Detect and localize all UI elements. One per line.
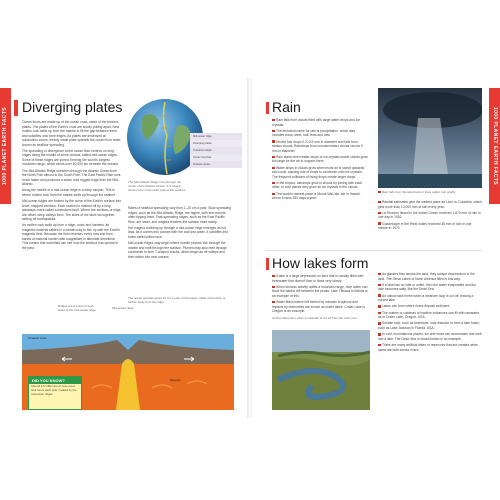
left-column-text [22,120,122,252]
bullet: Water-filled craters left behind by volcanic eruptions and impacts by meteorites are known as crater lakes. Crater Lake in Oregon is an example. [272,300,366,314]
did-you-know-title: DID YOU KNOW? [29,377,81,384]
bullet: If a lake has no inlet or outlet, then the water evaporates and the lake becomes salty, like the Dead Sea. [378,282,477,292]
diagram-label: Magma [170,378,181,382]
bullet: The craters or calderas of inactive volcanoes can fill with rainwater, as in Crater Lake, Oregon, USA. [378,310,480,320]
lakes-title: How lakes form [272,255,369,271]
bullet: Rain starts when water drops or ice crystals inside clouds grow too large for the air to support them. [272,154,368,164]
bullet: An oxbow lake forms when a meander loop is cut off, leaving a curved lake. [378,293,474,303]
title-accent-bar [266,258,269,270]
lakes-left-text [272,274,370,315]
side-tab-left [0,88,11,204]
diagram-label: Oceanic crust [28,336,47,340]
bullet: Guadeloupe in the West Indies received 38 mm of rain in one minute in 1970. [378,221,472,231]
diagram-caption: The ocean spreads about 10 cm a year at the ridges. Older ocean floor is further away from the ridge. [128,296,226,304]
bullet: As glaciers flow across the land, they scrape depressions in the land. The Great Lakes of North America filled in this way. [378,272,475,281]
photo-caption: Rain falls from thunderclouds in lines called 'rain shafts'. [378,190,482,194]
bullet: Rainfall estimates give the wettest place as Lloró in Colombia, which gets more than 13,000 mm of rain every year. [378,200,482,209]
lake-photo-caption: Oxbow lakes form when a meander is cut off from the main river. [272,316,358,320]
title-accent-bar [14,100,18,116]
paragraph: Mid-ocean ridges are broken by the curve of the Earth's surface into short, stepped sections. Each section is marked off by a long sideways crack called a transform fault. Where the sections of ridge are offset, deep valleys form. The sides of the fault rub together, setting off earthquakes. [22,199,122,222]
rain-title: Rain [272,99,301,115]
paragraph: Along the middle of a mid-ocean ridge is a deep canyon. This is where molten rock from the mantle wells up through the seabed. [22,188,116,197]
right-page [252,78,500,418]
bullet: Water drops in clouds grow when moist air is swept upwards and cools, causing lots of drops to condense onto ice crystals. The frequent collisions of rising drops create larger drops. [272,165,365,179]
bullet: The technical name for rain is precipitation, which also includes snow, sleet, hail, frost and dew. [272,128,356,138]
bullet: A lake is a large depression on land that is usually filled with freshwater that doesn't flow or flows very slowly. [272,274,364,283]
bullet: Rain falls from clouds filled with large water drops and ice crystals. [272,118,360,127]
title-accent-bar [266,102,269,114]
bullet: The world's rainiest place is Mount Wai-'ale-'ale in Hawaii, where it rains 350 days a year. [272,191,361,201]
page-title: Diverging plates [22,99,123,115]
legend-item: Mid-ocean ridge [190,133,242,140]
lakes-right-text [378,272,482,354]
bullet: In the tropics, raindrops grow in clouds by joining with each other. In cold places they grow as ice crystals in the clouds. [272,180,363,190]
did-you-know-box [28,376,82,410]
paragraph: Rates of seafloor spreading vary from 1–20 cm a year. Slow-spreading ridges, such as the Mid-Atlantic Ridge, are higher, with sea mounts often tipping them. Fast-spreading ridges, such as the East Pacific Rise, are lower, and magma reaches the surface more easily. [128,206,231,224]
paragraph: Hot magma bubbling up through a mid-ocean ridge emerges as hot lava. As it comes into contact with the cold sea water, it solidifies into blobs called pillow lava. [128,225,229,239]
paragraph: Ocean floors are made up of the ocean crust, some of the tectonic plates. The plates of the Earth's crust are slowly pulling apart. New molten rock wells up from the mantle to fill the gap between them and solidifies onto their edges. As plates are destroyed at subduction zones, freshly made plate spreads the ocean floor wider, known as seafloor spreading. [22,120,122,147]
rain-photo [378,88,482,188]
right-column-text [128,206,232,261]
diagram-label: Mid-ocean ridge [112,306,134,310]
paragraph: The Mid-Atlantic Ridge stretches through the Atlantic Ocean from the North Pole almost to the South Pole. The East Pacific Rise runs much faster and produces a wider, less rugged ridge than the Mid-Atlantic. [22,168,121,187]
legend-item: Transform faults [190,147,242,154]
section-divider [266,250,482,251]
side-tab-right [489,88,500,204]
side-tab-label: 1000 PLANET EARTH FACTS [492,106,498,186]
bullet: Drizzle has drops 0.2–0.5 mm in diameter and falls from stratus clouds. Raindrops from cumulonimbus clouds can be 5 mm in diameter. [272,139,363,153]
rain-right-text [378,200,482,232]
paragraph: As molten rock wells up from a ridge, cools and hardens, its magnetic material settles in a certain way to line up with the Earth's magnetic field. Because the field reverses every now and then, bands of material harden with magnetism in alternate directions. This means that scientists can see how the seafloor has spread in the past. [22,223,120,250]
did-you-know-text: Around 3.5 million km of new ocean floor forms each year, created by the mid-ocean ridges. [31,384,77,396]
legend-item: Diverging plates [190,140,242,147]
oxbow-lake-photo [272,330,370,410]
bullet: In cold, mountainous places, ice and snow can accumulate and melt into a lake. The Dead Sea in Israel/Jordan is an example. [378,332,482,341]
globe-legend [190,133,242,168]
bullet: La Réunion Island in the Indian Ocean received 1,870 mm of rain in one day in 1952. [378,210,481,220]
globe-caption: The Mid-Atlantic Ridge runs through the centre of the Atlantic Ocean. It is clearly shown here in the relief map of the seafloor. [128,180,187,192]
paragraph: The spreading or divergence at the ocean floor centres on long ridges along the middle of some oceans, called mid-ocean ridges. Some of these ridges are joined, forming the world's longest mountain range, which winds over 60,000 km beneath the oceans. [22,148,119,167]
diagram-label: Ridges are formed on both sides of the mid-ocean ridge [58,304,96,312]
bullet: Soluble rock, such as limestone, may dissolve to form a lake basin, such as Lake Jackson in Florida, USA. [378,321,480,330]
bullet: There are many artificial lakes or reservoirs that are created when dams are built across rivers. [378,343,479,352]
bullet: When tectonic activity uplifts a mountain range, river water can flood the basins left between the peaks. Lake Titicaca in Bolivia is an example of this. [272,284,368,298]
legend-item: Fracture zones [190,161,242,168]
bullet: Lakes can form where rivers deposit sediment. [378,304,482,309]
left-page [0,78,248,418]
rain-text [272,118,368,203]
paragraph: Mid-ocean ridges may begin where mantle plumes rise through the mantle and melt through the surface. Plumes may also melt through continents to form T-shaped cracks, which begin as rift valleys and then widen into new oceans. [128,241,227,259]
side-tab-label: 1000 PLANET EARTH FACTS [2,106,8,186]
legend-item: Ocean trenches [190,154,242,161]
